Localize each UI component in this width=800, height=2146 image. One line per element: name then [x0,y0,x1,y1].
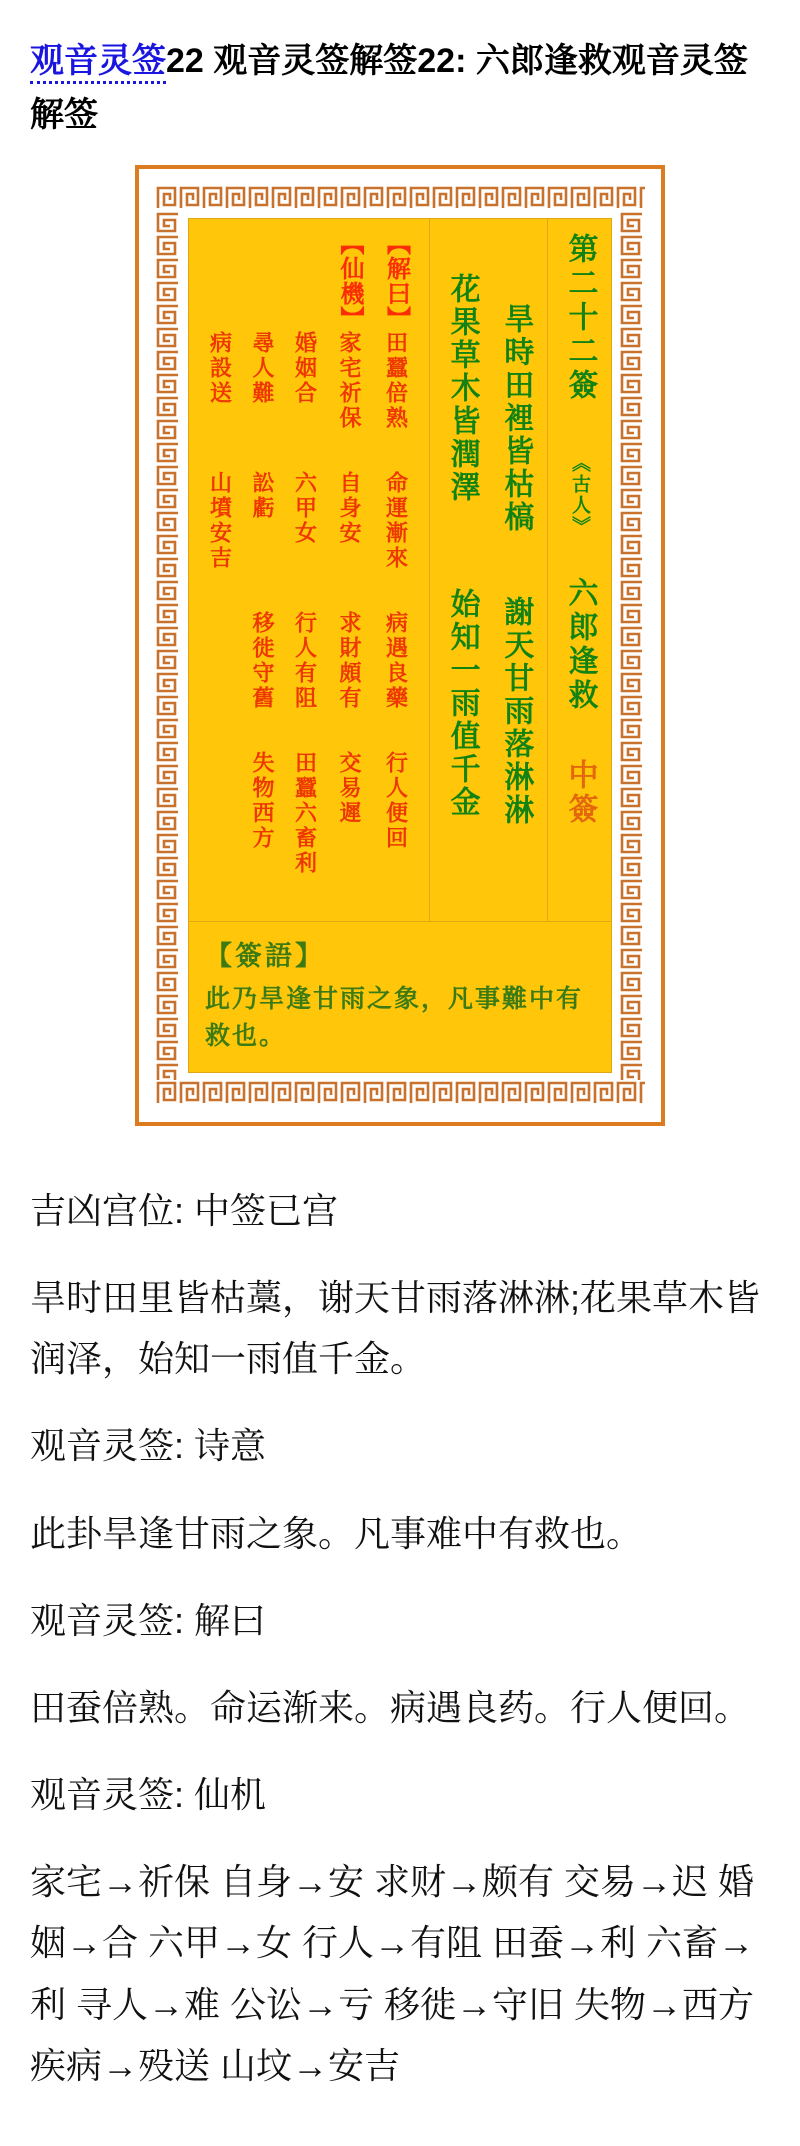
shiyi-text: 此卦旱逢甘雨之象。凡事难中有救也。 [30,1512,643,1554]
card-panel [188,218,612,1073]
jieyue-item: 田蠶倍熟 [383,330,409,431]
card-qianyu-section [189,921,611,1072]
poem-line-4: 始知一雨值千金 [445,587,479,819]
article-body [0,1180,800,2146]
xianji-item: 交易遲 [337,750,362,826]
oracle-card [135,165,665,1126]
qianyu-label: 【簽語】 [205,940,325,971]
palace-line: 吉凶宫位: 中签已宫 [30,1189,339,1231]
sign-number: 第二十二簽 [563,232,597,403]
jieyue-item: 行人便回 [383,750,409,851]
poem-simplified: 旱时田里皆枯藁，谢天甘雨落淋淋;花果草木皆润泽，始知一雨值千金。 [30,1276,761,1380]
meander-border-top [155,185,645,211]
xianji-column [332,219,367,921]
fortune-item: 尋人難 [250,330,275,406]
jieyue-item: 病遇良藥 [383,610,409,711]
xianji-label: 【仙機】 [336,230,363,331]
xianji-item: 家宅祈保 [337,330,362,431]
xianji-text: 家宅→祈保 自身→安 求财→颇有 交易→迟 婚姻→合 六甲→女 行人→有阻 田蚕→利 六畜→利 寻人→难 公讼→亏 移徙→守旧 失物→西方 疾病→殁送 山坟→安吉 [30,1861,755,2086]
sign-subtitle-guren: 《古人》 [569,452,590,537]
jieyue-column [379,219,414,921]
xianji-item: 求財頗有 [337,610,362,711]
meander-border-bottom [155,1080,645,1106]
fortune-item: 行人有阻 [292,610,318,711]
fortune-item: 六甲女 [292,470,318,546]
jieyue-text: 田蚕倍熟。命运渐来。病遇良药。行人便回。 [30,1686,751,1728]
jieyue-label: 【解曰】 [382,230,410,331]
poem-column-left [440,219,484,921]
xianji-label: 观音灵签: 仙机 [30,1774,267,1816]
qianyu-text: 此乃旱逢甘雨之象，凡事難中有救也。 [205,984,584,1051]
card-main-area [189,219,611,921]
fortune-item: 移徙守舊 [250,610,275,711]
fortune-item: 病設送 [207,330,233,406]
poem-line-1: 旱時田裡皆枯槁 [499,302,533,534]
poem-column-right [493,219,537,921]
jieyue-label: 观音灵签: 解曰 [30,1599,267,1641]
fortune-column-4 [247,219,278,921]
card-header-column [547,219,611,921]
meander-border-frame [155,185,645,1106]
card-interpretation-grid [189,219,429,921]
fortune-item: 山墳安吉 [207,470,233,571]
shiyi-label: 观音灵签: 诗意 [30,1425,267,1467]
sign-grade: 中簽 [563,758,597,827]
fortune-item: 田蠶六畜利 [292,750,318,876]
card-poem-area [429,219,547,921]
fortune-item: 失物西方 [250,750,275,851]
sign-figure-name: 六郎逢救 [563,576,597,713]
meander-border-left [155,211,181,1080]
fortune-column-5 [205,219,236,921]
meander-border-right [619,211,645,1080]
fortune-column-3 [290,219,321,921]
jieyue-item: 命運漸來 [383,470,409,571]
xianji-item: 自身安 [337,470,362,546]
fortune-item: 訟虧 [250,470,275,521]
page-title-rest: 22 观音灵签解签22: 六郎逢救观音灵签解签 [30,42,748,135]
poem-line-2: 謝天甘雨落淋淋 [499,595,533,827]
poem-line-3: 花果草木皆潤澤 [445,272,479,504]
page-title [30,34,770,143]
guanyin-lingqian-link[interactable]: 观音灵签 [30,42,166,84]
fortune-item: 婚姻合 [292,330,318,406]
